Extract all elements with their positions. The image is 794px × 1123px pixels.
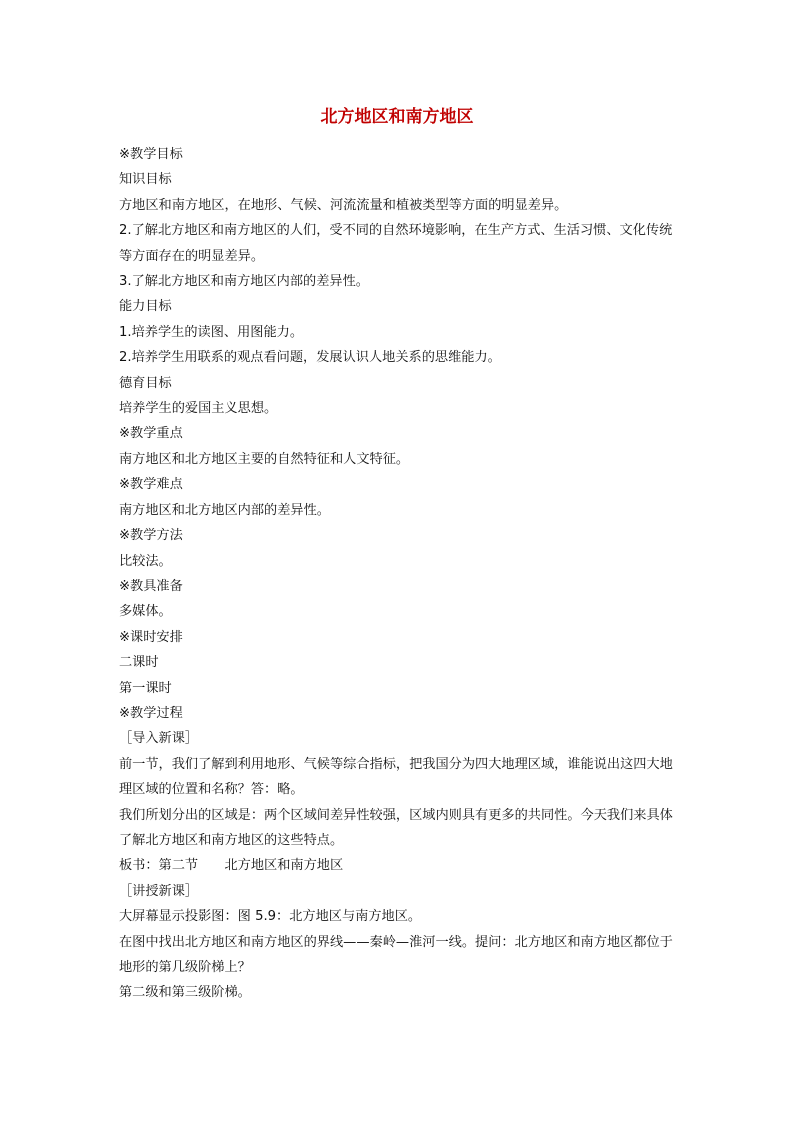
paragraph: 在图中找出北方地区和南方地区的界线——秦岭—淮河一线。提问：北方地区和南方地区都位于地形的第几级阶梯上？ [119, 934, 673, 975]
bracket-heading: ［讲授新课］ [119, 883, 199, 899]
paragraph: 第二级和第三级阶梯。 [119, 985, 251, 1001]
section-heading: ※教学过程 [119, 705, 183, 721]
paragraph: 2.了解北方地区和南方地区的人们，受不同的自然环境影响，在生产方式、生活习惯、文化传统等方面存在的明显差异。 [119, 223, 673, 264]
paragraph: 培养学生的爱国主义思想。 [119, 401, 278, 417]
section-heading: ※教学难点 [119, 477, 183, 493]
paragraph: 第一课时 [119, 680, 172, 696]
paragraph: 大屏幕显示投影图：图 5.9：北方地区与南方地区。 [119, 909, 422, 925]
paragraph: 南方地区和北方地区内部的差异性。 [119, 502, 330, 518]
paragraph: 多媒体。 [119, 604, 172, 620]
subheading: 德育目标 [119, 375, 172, 391]
section-heading: ※教学方法 [119, 528, 183, 544]
paragraph: 1.培养学生的读图、用图能力。 [119, 324, 304, 340]
paragraph: 前一节，我们了解到利用地形、气候等综合指标，把我国分为四大地理区域，谁能说出这四大地理区域的位置和名称？答：略。 [119, 756, 673, 798]
paragraph: 2.培养学生用联系的观点看问题，发展认识人地关系的思维能力。 [119, 350, 501, 366]
document-title: 北方地区和南方地区 [320, 107, 474, 127]
paragraph: 方地区和南方地区，在地形、气候、河流流量和植被类型等方面的明显差异。 [119, 197, 568, 213]
section-heading: ※教具准备 [119, 578, 183, 594]
section-heading: ※课时安排 [119, 629, 183, 645]
paragraph: 比较法。 [119, 553, 172, 569]
subheading: 知识目标 [119, 172, 172, 188]
paragraph: 南方地区和北方地区主要的自然特征和人文特征。 [119, 451, 410, 467]
subheading: 能力目标 [119, 299, 172, 315]
paragraph: 3.了解北方地区和南方地区内部的差异性。 [119, 274, 369, 290]
paragraph: 二课时 [119, 655, 159, 671]
document-body [119, 142, 679, 1006]
section-heading: ※教学重点 [119, 426, 183, 442]
section-heading: ※教学目标 [119, 147, 183, 162]
paragraph: 我们所划分出的区域是：两个区域间差异性较强，区域内则具有更多的共同性。今天我们来具体了解北方地区和南方地区的这些特点。 [119, 807, 673, 848]
bracket-heading: ［导入新课］ [119, 731, 199, 747]
board-note: 板书：第二节 北方地区和南方地区 [119, 858, 344, 874]
